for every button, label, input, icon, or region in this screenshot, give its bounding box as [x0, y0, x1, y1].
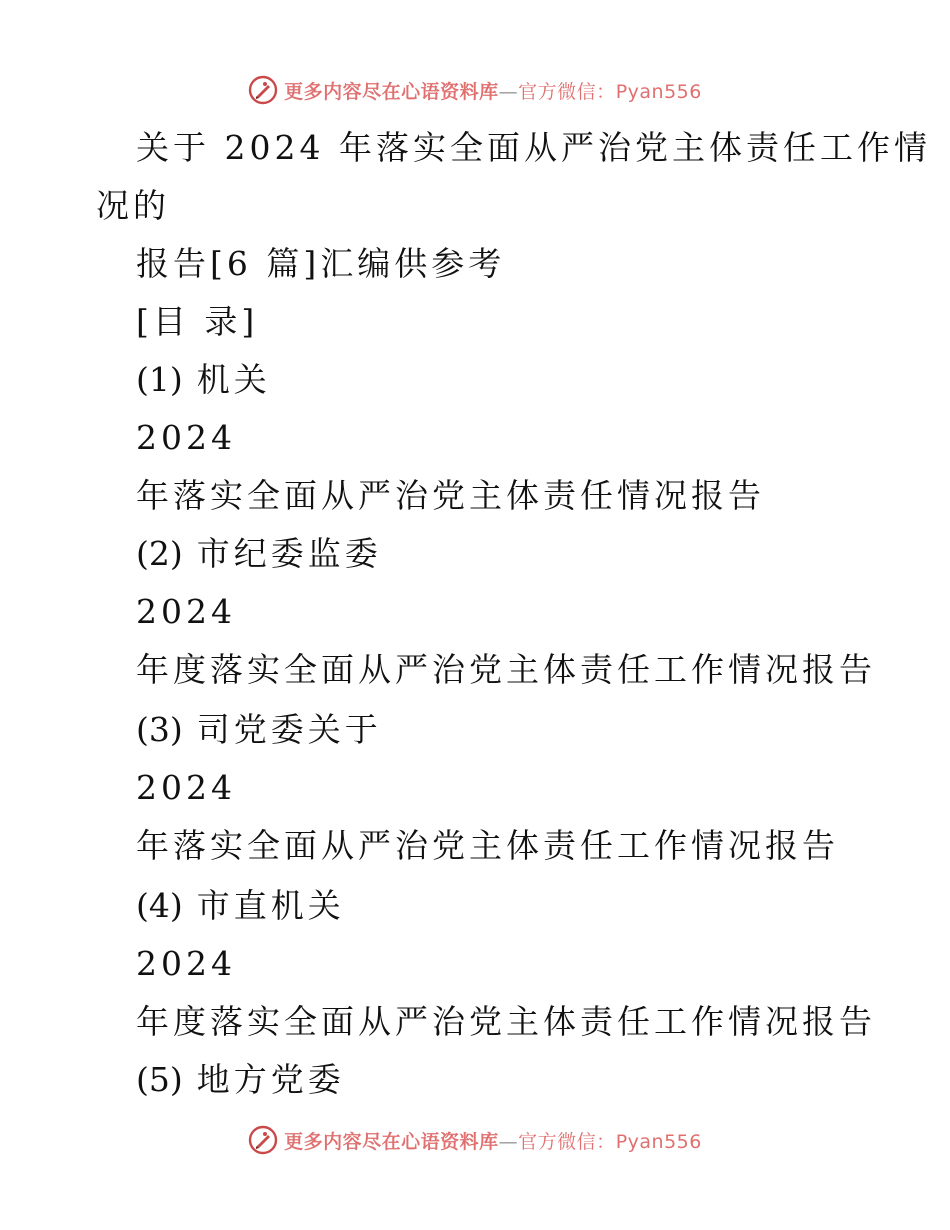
- toc-item-3[interactable]: [136, 710, 382, 750]
- footer-banner: [0, 1122, 950, 1158]
- banner-text: [284, 77, 702, 104]
- banner-main: 更多内容尽在心语资料库: [284, 80, 499, 103]
- toc-item-3-name: 年落实全面从严治党主体责任工作情况报告: [136, 826, 839, 865]
- toc-item-number: (2): [136, 534, 183, 573]
- toc-item-4-name: 年度落实全面从严治党主体责任工作情况报告: [136, 1002, 876, 1041]
- toc-heading: [目 录]: [136, 302, 259, 341]
- toc-item-unit: 市纪委监委: [196, 534, 382, 573]
- toc-item-number: (4): [136, 886, 183, 925]
- banner-separator: —: [498, 1130, 519, 1153]
- toc-item-2[interactable]: [136, 534, 382, 574]
- banner-text: [284, 1127, 702, 1154]
- toc-item-unit: 机关: [196, 360, 271, 399]
- toc-item-unit: 市直机关: [196, 886, 345, 925]
- toc-item-5[interactable]: [136, 1060, 345, 1100]
- toc-item-1-name: 年落实全面从严治党主体责任情况报告: [136, 476, 765, 515]
- banner-wechat-label: 官方微信：: [518, 1130, 616, 1153]
- banner-wechat-id: Pyan556: [615, 80, 702, 103]
- pen-logo-icon: [248, 75, 278, 105]
- toc-item-4-year: 2024: [136, 944, 236, 983]
- banner-main: 更多内容尽在心语资料库: [284, 1130, 499, 1153]
- banner-wechat-id: Pyan556: [615, 1130, 702, 1153]
- toc-item-number: (1): [136, 360, 183, 399]
- toc-item-1-year: 2024: [136, 418, 236, 457]
- banner-wechat-label: 官方微信：: [518, 80, 616, 103]
- toc-item-number: (3): [136, 710, 183, 749]
- title-line-3: 报告[6 篇]汇编供参考: [136, 244, 506, 283]
- toc-item-unit: 司党委关于: [196, 710, 382, 749]
- header-banner: [0, 72, 950, 108]
- toc-item-unit: 地方党委: [196, 1060, 345, 1099]
- toc-item-2-year: 2024: [136, 592, 236, 631]
- toc-item-number: (5): [136, 1060, 183, 1099]
- toc-item-4[interactable]: [136, 886, 345, 926]
- banner-separator: —: [498, 80, 519, 103]
- toc-item-1[interactable]: [136, 360, 271, 400]
- toc-item-2-name: 年度落实全面从严治党主体责任工作情况报告: [136, 650, 876, 689]
- title-line-1: 关于 2024 年落实全面从严治党主体责任工作情: [136, 128, 931, 167]
- pen-logo-icon: [248, 1125, 278, 1155]
- toc-item-3-year: 2024: [136, 768, 236, 807]
- title-line-2: 况的: [96, 186, 170, 225]
